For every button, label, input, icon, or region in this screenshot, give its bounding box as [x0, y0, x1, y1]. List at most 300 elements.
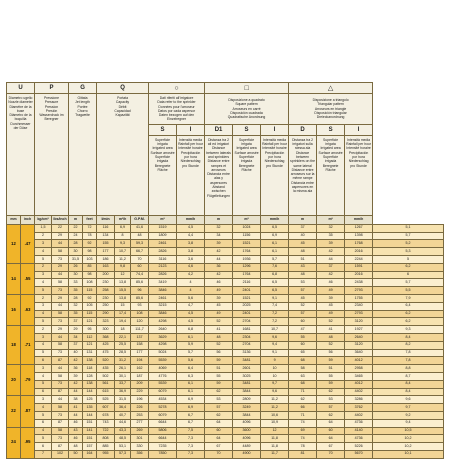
table-cell: 71	[289, 411, 317, 419]
table-cell: 7,2	[261, 318, 289, 326]
table-cell: 85,6	[131, 279, 149, 287]
table-cell: 42	[205, 248, 233, 256]
code-G: G	[69, 83, 97, 94]
unit-cell: m	[205, 215, 233, 224]
table-cell: 59	[317, 357, 345, 365]
table-cell: 53	[317, 396, 345, 404]
table-cell: 5,7	[261, 255, 289, 263]
table-cell: 125	[83, 396, 97, 404]
table-cell: 3286	[345, 396, 373, 404]
table-cell: 5,2	[373, 240, 444, 248]
table-cell: 44,6	[115, 419, 131, 427]
table-cell: 42	[69, 357, 83, 365]
table-cell: 28	[69, 294, 83, 302]
table-cell: 87	[52, 443, 69, 451]
table-cell: 6,5	[261, 224, 289, 232]
table-cell: 45	[289, 294, 317, 302]
table-cell: 30	[69, 248, 83, 256]
table-cell: 12	[261, 427, 289, 435]
table-cell: 93	[131, 302, 149, 310]
table-cell: 48	[317, 333, 345, 341]
table-cell: 10,2	[373, 435, 444, 443]
table-cell: 6,1	[177, 333, 205, 341]
table-row	[7, 372, 444, 380]
table-cell: 607	[97, 404, 115, 412]
table-cell: 78	[83, 232, 97, 240]
table-cell: 6,1	[177, 388, 205, 396]
table-cell: 157	[83, 443, 97, 451]
capacity-description: Portata Capacity Débit Capacidad Kapazität	[97, 94, 149, 216]
table-cell: 3465	[345, 372, 373, 380]
table-cell: 11,8	[261, 443, 289, 451]
nozzle-mm-cell: 18	[7, 326, 21, 365]
table-cell: 11,2	[261, 396, 289, 404]
table-cell: 1681	[233, 326, 261, 334]
table-cell: 253	[131, 411, 149, 419]
table-cell: 55	[205, 372, 233, 380]
unit-cell: m	[289, 215, 317, 224]
nozzle-inch-cell: .63	[21, 294, 35, 325]
unit-cell: m²	[317, 215, 345, 224]
table-row	[7, 263, 444, 271]
table-cell: 10,1	[373, 450, 444, 458]
table-cell: 3,6	[177, 255, 205, 263]
table-cell: 135	[83, 404, 97, 412]
table-cell: 78	[289, 443, 317, 451]
table-cell: 73	[52, 255, 69, 263]
table-cell: 4,2	[177, 271, 205, 279]
table-cell: 5,3	[373, 248, 444, 256]
table-cell: 9,7	[373, 404, 444, 412]
table-cell: 6,8	[261, 271, 289, 279]
table-cell: 60	[289, 341, 317, 349]
table-cell: 134	[97, 232, 115, 240]
table-cell: 121	[83, 318, 97, 326]
table-cell: 43	[289, 263, 317, 271]
table-cell: 108	[131, 310, 149, 318]
table-cell: 7,9	[373, 294, 444, 302]
table-cell: 3120	[345, 318, 373, 326]
table-cell: 28,5	[115, 349, 131, 357]
table-cell: 258	[97, 287, 115, 295]
table-cell: 561	[97, 380, 115, 388]
table-cell: 118	[83, 365, 97, 373]
table-cell: 144	[83, 411, 97, 419]
triangle-pattern-header	[289, 83, 373, 94]
table-cell: 8	[115, 232, 131, 240]
table-cell: 164	[83, 450, 97, 458]
table-cell: 9,3	[115, 240, 131, 248]
table-cell: 2438	[345, 279, 373, 287]
nozzle-mm-cell: 24	[7, 427, 21, 458]
table-cell: 48	[131, 232, 149, 240]
table-cell: 111,7	[131, 326, 149, 334]
table-cell: 4	[35, 279, 52, 287]
table-cell: 44	[52, 240, 69, 248]
table-cell: 36	[69, 365, 83, 373]
table-cell: 155	[97, 240, 115, 248]
table-cell: 6	[35, 443, 52, 451]
table-cell: 1764	[233, 248, 261, 256]
square-pattern-description: Disposizione a quadrato Square pattern Arroseurs en carré Disposición cuadrada Quadratische Anordnung	[205, 94, 289, 125]
table-cell: 51	[205, 365, 233, 373]
circle-outline-icon: ○	[174, 84, 179, 92]
description-row	[7, 94, 444, 125]
table-cell: 1755	[345, 294, 373, 302]
table-cell: 40	[289, 232, 317, 240]
table-cell: 37	[69, 318, 83, 326]
table-cell: 121	[83, 341, 97, 349]
table-cell: 10,7	[261, 326, 289, 334]
table-cell: 8,2	[373, 341, 444, 349]
table-row	[7, 396, 444, 404]
nozzle-inch-cell: .71	[21, 326, 35, 365]
table-cell: 58	[52, 372, 69, 380]
code-circle-I: I	[177, 124, 205, 135]
table-cell: 36,4	[115, 404, 131, 412]
table-cell: 162	[131, 365, 149, 373]
table-cell: 73	[52, 380, 69, 388]
code-triangle-I: I	[345, 124, 373, 135]
table-cell: 6644	[149, 435, 177, 443]
table-cell: 3,8	[177, 240, 205, 248]
table-cell: 7,3	[177, 443, 205, 451]
table-cell: 10	[261, 365, 289, 373]
table-cell: 71	[289, 388, 317, 396]
table-cell: 87	[52, 419, 69, 427]
table-row	[7, 427, 444, 435]
table-row	[7, 287, 444, 295]
table-cell: 29	[52, 326, 69, 334]
table-cell: 102	[52, 450, 69, 458]
unit-cell: inch	[21, 215, 35, 224]
table-cell: 209	[131, 380, 149, 388]
table-cell: 74,4	[131, 271, 149, 279]
table-cell: 34	[205, 232, 233, 240]
table-cell: 5539	[149, 380, 177, 388]
table-cell: 70	[205, 450, 233, 458]
circle-rainfall-description: Intensità media Rainfall per hour Intensité horaire Precipitación por hora Niederschlag pro Stunde	[177, 135, 205, 215]
table-cell: 42	[205, 271, 233, 279]
table-row	[7, 232, 444, 240]
table-cell: 5	[35, 287, 52, 295]
square-rainfall-description: Intensità media Rainfall per hour Intensité horaire Precipitación por hora Niederschlag pro Stunde	[261, 135, 289, 215]
table-cell: 2244	[345, 255, 373, 263]
table-cell: 2401	[233, 310, 261, 318]
table-cell: 1521	[233, 240, 261, 248]
code-square-S: S	[233, 124, 261, 135]
table-cell: 68	[289, 357, 317, 365]
table-row	[7, 349, 444, 357]
table-cell: 3120	[345, 341, 373, 349]
table-cell: 722	[97, 427, 115, 435]
table-cell: 9,8	[115, 263, 131, 271]
table-cell: 10,5	[373, 427, 444, 435]
table-cell: 4,5	[177, 310, 205, 318]
code-circle-S: S	[149, 124, 177, 135]
nozzle-mm-cell: 14	[7, 263, 21, 294]
table-cell: 2116	[233, 279, 261, 287]
table-cell: 35	[69, 310, 83, 318]
table-cell: 39	[69, 372, 83, 380]
table-cell: 41	[69, 404, 83, 412]
table-cell: 9,7	[261, 380, 289, 388]
table-row	[7, 294, 444, 302]
table-cell: 85,6	[131, 294, 149, 302]
table-cell: 128	[83, 372, 97, 380]
table-cell: 885	[97, 443, 115, 451]
table-cell: 6,5	[261, 287, 289, 295]
unit-cell: mm/h	[345, 215, 373, 224]
nozzle-mm-cell: 20	[7, 365, 21, 396]
table-cell: 615	[97, 388, 115, 396]
table-cell: 300	[97, 326, 115, 334]
table-cell: 105	[83, 302, 97, 310]
code-triangle-D: D	[289, 124, 317, 135]
table-cell: 7	[35, 450, 52, 458]
table-cell: 177	[131, 349, 149, 357]
table-cell: 6,2	[373, 318, 444, 326]
unit-cell: m³/h	[115, 215, 131, 224]
table-cell: 6	[35, 357, 52, 365]
table-cell: 7,6	[261, 263, 289, 271]
table-cell: 5,1	[373, 224, 444, 232]
table-cell: 2809	[233, 396, 261, 404]
table-cell: 4	[35, 404, 52, 412]
table-cell: 17,4	[115, 310, 131, 318]
table-cell: 2	[35, 232, 52, 240]
table-cell: 22	[52, 224, 69, 232]
table-cell: 435	[97, 365, 115, 373]
table-cell: 59	[317, 380, 345, 388]
table-cell: 31,5	[115, 396, 131, 404]
table-cell: 57	[289, 287, 317, 295]
table-cell: 49	[205, 310, 233, 318]
table-cell: 29	[52, 294, 69, 302]
table-cell: 4,5	[177, 318, 205, 326]
table-cell: 2123	[149, 263, 177, 271]
table-cell: 64	[205, 435, 233, 443]
table-cell: 48	[69, 443, 83, 451]
table-cell: 52	[317, 341, 345, 349]
table-cell: 2	[35, 294, 52, 302]
table-cell: 6,5	[261, 279, 289, 287]
table-row	[7, 333, 444, 341]
unit-cell: G.P.M.	[131, 215, 149, 224]
table-cell: 3640	[345, 349, 373, 357]
table-cell: 3	[35, 302, 52, 310]
table-cell: 34	[69, 333, 83, 341]
table-cell: 4096	[233, 419, 261, 427]
table-cell: 230	[97, 279, 115, 287]
table-cell: 62	[205, 388, 233, 396]
table-cell: 39	[317, 294, 345, 302]
table-row	[7, 318, 444, 326]
table-cell: 60	[317, 427, 345, 435]
table-cell: 151	[83, 435, 97, 443]
table-cell: 1591	[345, 263, 373, 271]
table-cell: 43	[69, 427, 83, 435]
table-cell: 3	[35, 396, 52, 404]
table-cell: 11,2	[115, 255, 131, 263]
table-cell: 66,7	[131, 248, 149, 256]
table-cell: 74	[289, 419, 317, 427]
table-cell: 25,5	[115, 341, 131, 349]
table-cell: 62	[205, 411, 233, 419]
table-cell: 19,4	[115, 318, 131, 326]
table-cell: 2704	[233, 341, 261, 349]
table-cell: 5539	[149, 357, 177, 365]
table-cell: 277	[131, 419, 149, 427]
table-cell: 46	[317, 279, 345, 287]
triangle-area-description: Superficie irrigata Irrigated area Surface arrosée Superficie irrigada Beregnete Fläche	[317, 135, 345, 215]
table-cell: 62	[317, 388, 345, 396]
table-cell: 58	[52, 341, 69, 349]
table-cell: 96	[131, 287, 149, 295]
unit-cell: lbs/inch	[52, 215, 69, 224]
table-cell: 9,3	[373, 326, 444, 334]
table-cell: 35	[69, 287, 83, 295]
table-cell: 7,3	[177, 450, 205, 458]
column-code-row	[7, 83, 444, 94]
table-cell: 6644	[149, 419, 177, 427]
table-row	[7, 450, 444, 458]
table-cell: 6	[373, 271, 444, 279]
table-cell: 1809	[149, 232, 177, 240]
table-cell: 7,4	[261, 302, 289, 310]
table-cell: 8,4	[373, 388, 444, 396]
table-cell: 98	[83, 271, 97, 279]
table-cell: 141	[83, 427, 97, 435]
table-cell: 11,8	[261, 435, 289, 443]
table-cell: 330	[131, 443, 149, 451]
table-cell: 323	[97, 318, 115, 326]
table-cell: 22,1	[115, 333, 131, 341]
table-cell: 46	[205, 279, 233, 287]
table-row	[7, 380, 444, 388]
table-row	[7, 279, 444, 287]
table-cell: 92	[83, 240, 97, 248]
table-cell: 44	[52, 365, 69, 373]
table-cell: 5670	[345, 450, 373, 458]
table-cell: 37	[317, 263, 345, 271]
table-cell: 9,4	[373, 419, 444, 427]
table-cell: 1519	[149, 224, 177, 232]
table-cell: 5,9	[177, 341, 205, 349]
table-cell: 5	[35, 411, 52, 419]
table-cell: 229	[131, 388, 149, 396]
table-cell: 3762	[345, 404, 373, 412]
table-cell: 290	[97, 310, 115, 318]
nozzle-inch-cell: .95	[21, 427, 35, 458]
table-cell: 58	[52, 248, 69, 256]
table-row	[7, 271, 444, 279]
table-cell: 48	[289, 271, 317, 279]
table-row	[7, 310, 444, 318]
square-outline-icon: □	[244, 84, 249, 92]
table-cell: 4012	[345, 357, 373, 365]
table-cell: 4298	[149, 341, 177, 349]
table-cell: 62	[289, 396, 317, 404]
table-cell: 301	[131, 435, 149, 443]
table-cell: 2793	[345, 310, 373, 318]
data-table	[6, 82, 444, 459]
table-cell: 30,1	[115, 372, 131, 380]
table-cell: 81	[289, 450, 317, 458]
table-cell: 808	[97, 435, 115, 443]
table-cell: 85	[83, 263, 97, 271]
table-cell: 53	[289, 279, 317, 287]
table-cell: 62	[317, 411, 345, 419]
table-cell: 44	[69, 388, 83, 396]
table-cell: 2640	[345, 333, 373, 341]
table-cell: 269	[131, 427, 149, 435]
table-cell: 36,9	[115, 388, 131, 396]
table-cell: 151	[83, 419, 97, 427]
table-cell: 4736	[345, 435, 373, 443]
table-cell: 6,3	[177, 372, 205, 380]
table-cell: 5,6	[177, 357, 205, 365]
table-cell: 37	[69, 341, 83, 349]
table-cell: 4,5	[177, 224, 205, 232]
table-cell: 3481	[233, 380, 261, 388]
table-cell: 8,4	[373, 380, 444, 388]
table-cell: 73	[52, 349, 69, 357]
table-cell: 92	[83, 294, 97, 302]
table-cell: 4402	[345, 388, 373, 396]
table-cell: 502	[97, 372, 115, 380]
table-cell: 6,2	[373, 310, 444, 318]
table-cell: 8,7	[373, 372, 444, 380]
table-cell: 2	[35, 263, 52, 271]
table-cell: 3629	[149, 333, 177, 341]
unit-cell: kg/cm²	[35, 215, 52, 224]
unit-cell: feet	[83, 215, 97, 224]
table-cell: 29	[52, 232, 69, 240]
table-cell: 58	[52, 427, 69, 435]
table-cell: 3419	[149, 279, 177, 287]
nozzle-mm-cell: 16	[7, 294, 21, 325]
table-cell: 12	[115, 271, 131, 279]
table-cell: 9,6	[261, 388, 289, 396]
table-cell: 11,7	[261, 450, 289, 458]
table-cell: 42	[69, 380, 83, 388]
table-cell: 41	[205, 326, 233, 334]
table-cell: 1768	[345, 240, 373, 248]
table-cell: 6,9	[261, 232, 289, 240]
table-cell: 4	[35, 248, 52, 256]
table-cell: 66	[289, 404, 317, 412]
table-cell: 4,6	[177, 263, 205, 271]
table-cell: 10,2	[373, 443, 444, 451]
table-cell: 11,2	[261, 404, 289, 412]
table-cell: 2	[35, 326, 52, 334]
table-cell: 49	[317, 310, 345, 318]
table-cell: 678	[97, 411, 115, 419]
table-cell: 15,5	[115, 287, 131, 295]
table-row	[7, 443, 444, 451]
table-cell: 32	[317, 224, 345, 232]
table-cell: 9	[261, 357, 289, 365]
table-cell: 5	[35, 255, 52, 263]
unit-cell: m²	[233, 215, 261, 224]
table-cell: 3	[35, 333, 52, 341]
table-cell: 6,9	[177, 404, 205, 412]
table-cell: 4	[35, 341, 52, 349]
table-row	[7, 326, 444, 334]
table-cell: 138	[83, 380, 97, 388]
nozzle-mm-cell: 12	[7, 224, 21, 263]
